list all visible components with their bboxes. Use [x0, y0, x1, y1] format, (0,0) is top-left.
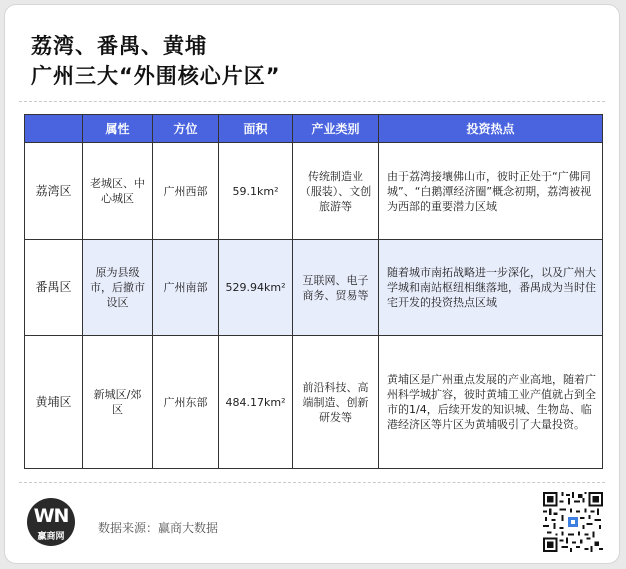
comparison-table	[24, 114, 603, 469]
header-cell-industry: 产业类别	[293, 115, 379, 143]
table-row	[25, 143, 603, 240]
table-row	[25, 336, 603, 469]
location-cell: 广州东部	[153, 336, 219, 469]
qr-code-icon	[543, 492, 603, 552]
title-line-1: 荔湾、番禺、黄埔	[31, 34, 207, 58]
table-header-row	[25, 115, 603, 143]
area-cell: 59.1km²	[219, 143, 293, 240]
area-cell: 529.94km²	[219, 240, 293, 336]
district-name: 黄埔区	[25, 336, 83, 469]
top-divider	[19, 101, 605, 102]
hotspot-cell: 黄埔区是广州重点发展的产业高地，随着广州科学城扩容，彼时黄埔工业产值就占到全市的1/4，后续开发的知识城、生物岛、临港经济区等片区为黄埔吸引了大量投资。	[379, 336, 603, 469]
attribute-cell: 新城区/郊区	[83, 336, 153, 469]
header-cell-blank	[25, 115, 83, 143]
header-cell-area: 面积	[219, 115, 293, 143]
district-name: 荔湾区	[25, 143, 83, 240]
winshang-logo	[27, 498, 75, 546]
district-name: 番禺区	[25, 240, 83, 336]
industry-cell: 传统制造业（服装）、文创旅游等	[293, 143, 379, 240]
header-cell-attribute: 属性	[83, 115, 153, 143]
page-title	[31, 31, 281, 91]
infographic-card	[4, 4, 620, 564]
header-cell-hotspot: 投资热点	[379, 115, 603, 143]
attribute-cell: 原为县级市，后撤市设区	[83, 240, 153, 336]
title-line-2: 广州三大“外围核心片区”	[31, 64, 281, 88]
location-cell: 广州南部	[153, 240, 219, 336]
bottom-divider	[19, 482, 605, 483]
hotspot-cell: 由于荔湾接壤佛山市，彼时正处于“广佛同城”、“白鹅潭经济圈”概念初期，荔湾被视为西部的重要潜力区域	[379, 143, 603, 240]
table-row	[25, 240, 603, 336]
data-source-note: 数据来源：赢商大数据	[98, 521, 219, 535]
industry-cell: 前沿科技、高端制造、创新研发等	[293, 336, 379, 469]
location-cell: 广州西部	[153, 143, 219, 240]
area-cell: 484.17km²	[219, 336, 293, 469]
logo-text: 赢商网	[37, 532, 65, 542]
logo-mark: WN	[33, 505, 69, 527]
hotspot-cell: 随着城市南拓战略进一步深化，以及广州大学城和南站枢纽相继落地，番禺成为当时住宅开发的投资热点区域	[379, 240, 603, 336]
header-cell-location: 方位	[153, 115, 219, 143]
attribute-cell: 老城区、中心城区	[83, 143, 153, 240]
industry-cell: 互联网、电子商务、贸易等	[293, 240, 379, 336]
